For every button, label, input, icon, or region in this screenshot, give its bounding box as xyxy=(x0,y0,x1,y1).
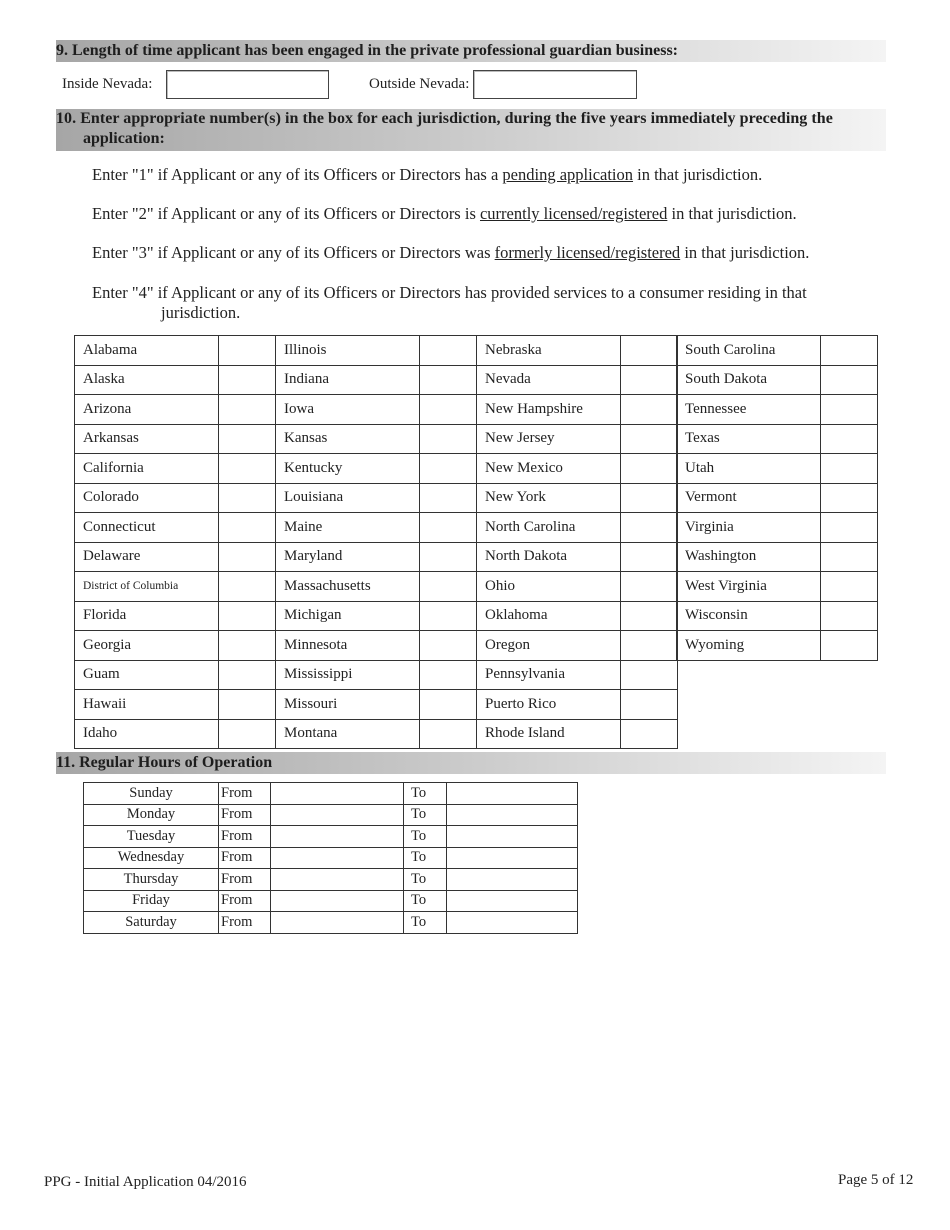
jurisdiction-entry-box[interactable] xyxy=(420,631,477,661)
jurisdiction-name: Vermont xyxy=(677,483,821,513)
jurisdiction-row xyxy=(677,454,878,484)
section-10-title-line2: application: xyxy=(83,130,165,147)
jurisdiction-entry-box[interactable] xyxy=(219,542,276,572)
section-10-title-line1: 10. Enter appropriate number(s) in the box for each jurisdiction, during the five years immediately preceding the xyxy=(56,110,833,127)
jurisdiction-entry-box[interactable] xyxy=(621,454,678,484)
jurisdiction-row xyxy=(276,365,477,395)
jurisdiction-row xyxy=(276,395,477,425)
jurisdiction-entry-box[interactable] xyxy=(420,572,477,602)
to-label: To xyxy=(404,783,447,805)
jurisdiction-entry-box[interactable] xyxy=(621,690,678,720)
jurisdiction-row xyxy=(75,690,276,720)
jurisdiction-row xyxy=(75,454,276,484)
to-label: To xyxy=(404,890,447,912)
jurisdiction-name: Illinois xyxy=(276,336,420,366)
jurisdiction-entry-box[interactable] xyxy=(821,572,878,602)
jurisdiction-name: Minnesota xyxy=(276,631,420,661)
jurisdiction-row xyxy=(276,572,477,602)
jurisdiction-row xyxy=(477,631,678,661)
jurisdiction-table-col4 xyxy=(676,335,878,661)
to-label: To xyxy=(404,826,447,848)
outside-nevada-input[interactable] xyxy=(473,70,637,99)
jurisdiction-entry-box[interactable] xyxy=(821,336,878,366)
to-label: To xyxy=(404,912,447,934)
jurisdiction-row xyxy=(75,424,276,454)
from-time-input[interactable] xyxy=(271,869,404,891)
to-time-input[interactable] xyxy=(447,783,578,805)
jurisdiction-row xyxy=(477,690,678,720)
jurisdiction-entry-box[interactable] xyxy=(420,454,477,484)
jurisdiction-name: Idaho xyxy=(75,719,219,749)
hours-row xyxy=(84,890,578,912)
jurisdiction-row xyxy=(677,395,878,425)
jurisdiction-name: Connecticut xyxy=(75,513,219,543)
jurisdiction-name: Delaware xyxy=(75,542,219,572)
jurisdiction-name: Nebraska xyxy=(477,336,621,366)
jurisdiction-table-col2 xyxy=(275,335,477,749)
jurisdiction-table-col3 xyxy=(476,335,678,749)
jurisdiction-name: District of Columbia xyxy=(75,572,219,602)
jurisdiction-name: Texas xyxy=(677,424,821,454)
jurisdiction-row xyxy=(75,542,276,572)
jurisdiction-name: Wisconsin xyxy=(677,601,821,631)
jurisdiction-row xyxy=(677,601,878,631)
jurisdiction-row xyxy=(75,572,276,602)
jurisdiction-row xyxy=(276,601,477,631)
jurisdiction-name: Rhode Island xyxy=(477,719,621,749)
jurisdiction-row xyxy=(276,483,477,513)
form-id-footer: PPG - Initial Application 04/2016 xyxy=(44,1174,247,1190)
jurisdiction-row xyxy=(276,542,477,572)
jurisdiction-entry-box[interactable] xyxy=(219,365,276,395)
jurisdiction-name: Utah xyxy=(677,454,821,484)
to-time-input[interactable] xyxy=(447,912,578,934)
to-time-input[interactable] xyxy=(447,804,578,826)
jurisdiction-name: North Carolina xyxy=(477,513,621,543)
jurisdiction-entry-box[interactable] xyxy=(219,690,276,720)
jurisdiction-row xyxy=(477,454,678,484)
jurisdiction-entry-box[interactable] xyxy=(219,483,276,513)
day-label: Wednesday xyxy=(84,847,219,869)
hours-of-operation-table xyxy=(83,782,578,934)
jurisdiction-row xyxy=(276,424,477,454)
jurisdiction-row xyxy=(677,572,878,602)
day-label: Thursday xyxy=(84,869,219,891)
jurisdiction-row xyxy=(276,631,477,661)
from-time-input[interactable] xyxy=(271,783,404,805)
jurisdiction-name: Washington xyxy=(677,542,821,572)
jurisdiction-entry-box[interactable] xyxy=(621,424,678,454)
jurisdiction-row xyxy=(276,690,477,720)
jurisdiction-row xyxy=(477,395,678,425)
jurisdiction-name: Guam xyxy=(75,660,219,690)
jurisdiction-name: Oregon xyxy=(477,631,621,661)
jurisdiction-row xyxy=(477,513,678,543)
from-label: From xyxy=(219,912,271,934)
jurisdiction-entry-box[interactable] xyxy=(621,513,678,543)
jurisdiction-entry-box[interactable] xyxy=(420,336,477,366)
jurisdiction-entry-box[interactable] xyxy=(821,601,878,631)
jurisdiction-name: Alabama xyxy=(75,336,219,366)
jurisdiction-row xyxy=(477,572,678,602)
inside-nevada-input[interactable] xyxy=(166,70,329,99)
formerly-licensed-term: formerly licensed/registered xyxy=(494,243,681,262)
jurisdiction-row xyxy=(477,365,678,395)
jurisdiction-entry-box[interactable] xyxy=(821,513,878,543)
jurisdiction-row xyxy=(276,660,477,690)
from-time-input[interactable] xyxy=(271,890,404,912)
jurisdiction-row xyxy=(677,336,878,366)
jurisdiction-name: Mississippi xyxy=(276,660,420,690)
to-time-input[interactable] xyxy=(447,847,578,869)
from-label: From xyxy=(219,804,271,826)
jurisdiction-entry-box[interactable] xyxy=(420,601,477,631)
jurisdiction-entry-box[interactable] xyxy=(420,424,477,454)
jurisdiction-name: Nevada xyxy=(477,365,621,395)
jurisdiction-name: Louisiana xyxy=(276,483,420,513)
jurisdiction-entry-box[interactable] xyxy=(621,660,678,690)
jurisdiction-name: South Carolina xyxy=(677,336,821,366)
section-11-title: 11. Regular Hours of Operation xyxy=(56,754,273,771)
jurisdiction-entry-box[interactable] xyxy=(420,660,477,690)
jurisdiction-entry-box[interactable] xyxy=(821,631,878,661)
jurisdiction-name: Ohio xyxy=(477,572,621,602)
day-label: Sunday xyxy=(84,783,219,805)
instruction-2: Enter "2" if Applicant or any of its Officers or Directors is currently licensed/registered in that jurisdiction. xyxy=(92,204,797,223)
jurisdiction-name: Indiana xyxy=(276,365,420,395)
jurisdiction-row xyxy=(477,336,678,366)
to-label: To xyxy=(404,804,447,826)
jurisdiction-name: Hawaii xyxy=(75,690,219,720)
instruction-3: Enter "3" if Applicant or any of its Officers or Directors was formerly licensed/registered in that jurisdiction. xyxy=(92,243,810,262)
jurisdiction-entry-box[interactable] xyxy=(821,454,878,484)
jurisdiction-entry-box[interactable] xyxy=(821,424,878,454)
jurisdiction-entry-box[interactable] xyxy=(420,513,477,543)
hours-row xyxy=(84,869,578,891)
jurisdiction-entry-box[interactable] xyxy=(420,542,477,572)
jurisdiction-entry-box[interactable] xyxy=(621,719,678,749)
hours-row xyxy=(84,847,578,869)
jurisdiction-entry-box[interactable] xyxy=(621,395,678,425)
section-9-header xyxy=(56,40,886,62)
jurisdiction-entry-box[interactable] xyxy=(219,572,276,602)
jurisdiction-entry-box[interactable] xyxy=(219,454,276,484)
jurisdiction-row xyxy=(276,454,477,484)
day-label: Saturday xyxy=(84,912,219,934)
jurisdiction-row xyxy=(477,424,678,454)
jurisdiction-row xyxy=(276,513,477,543)
jurisdiction-name: Oklahoma xyxy=(477,601,621,631)
section-11-header xyxy=(56,752,886,774)
jurisdiction-entry-box[interactable] xyxy=(219,424,276,454)
jurisdiction-entry-box[interactable] xyxy=(621,572,678,602)
from-label: From xyxy=(219,869,271,891)
jurisdiction-name: Kentucky xyxy=(276,454,420,484)
jurisdiction-row xyxy=(477,542,678,572)
jurisdiction-name: West Virginia xyxy=(677,572,821,602)
jurisdiction-row xyxy=(75,336,276,366)
jurisdiction-name: Colorado xyxy=(75,483,219,513)
jurisdiction-entry-box[interactable] xyxy=(219,719,276,749)
jurisdiction-entry-box[interactable] xyxy=(219,601,276,631)
jurisdiction-row xyxy=(75,395,276,425)
page-number: Page 5 of 12 xyxy=(838,1172,914,1188)
jurisdiction-entry-box[interactable] xyxy=(420,365,477,395)
jurisdiction-name: South Dakota xyxy=(677,365,821,395)
jurisdiction-entry-box[interactable] xyxy=(219,336,276,366)
jurisdiction-entry-box[interactable] xyxy=(420,395,477,425)
jurisdiction-name: Massachusetts xyxy=(276,572,420,602)
from-label: From xyxy=(219,783,271,805)
jurisdiction-entry-box[interactable] xyxy=(621,631,678,661)
hours-row xyxy=(84,783,578,805)
jurisdiction-entry-box[interactable] xyxy=(621,365,678,395)
jurisdiction-row xyxy=(477,483,678,513)
from-label: From xyxy=(219,890,271,912)
from-time-input[interactable] xyxy=(271,804,404,826)
day-label: Monday xyxy=(84,804,219,826)
jurisdiction-name: Virginia xyxy=(677,513,821,543)
jurisdiction-row xyxy=(677,424,878,454)
jurisdiction-entry-box[interactable] xyxy=(219,660,276,690)
hours-row xyxy=(84,826,578,848)
jurisdiction-name: Missouri xyxy=(276,690,420,720)
jurisdiction-name: New York xyxy=(477,483,621,513)
jurisdiction-name: Iowa xyxy=(276,395,420,425)
jurisdiction-name: New Hampshire xyxy=(477,395,621,425)
to-time-input[interactable] xyxy=(447,826,578,848)
jurisdiction-name: Puerto Rico xyxy=(477,690,621,720)
jurisdiction-name: Georgia xyxy=(75,631,219,661)
jurisdiction-row xyxy=(477,719,678,749)
from-time-input[interactable] xyxy=(271,826,404,848)
from-time-input[interactable] xyxy=(271,912,404,934)
jurisdiction-row xyxy=(276,336,477,366)
to-time-input[interactable] xyxy=(447,869,578,891)
jurisdiction-name: Arkansas xyxy=(75,424,219,454)
jurisdiction-name: Alaska xyxy=(75,365,219,395)
instruction-1: Enter "1" if Applicant or any of its Officers or Directors has a pending application in that jurisdiction. xyxy=(92,165,763,184)
jurisdiction-row xyxy=(677,483,878,513)
jurisdiction-name: Michigan xyxy=(276,601,420,631)
jurisdiction-entry-box[interactable] xyxy=(219,513,276,543)
to-label: To xyxy=(404,847,447,869)
jurisdiction-entry-box[interactable] xyxy=(420,690,477,720)
jurisdiction-entry-box[interactable] xyxy=(621,483,678,513)
jurisdiction-row xyxy=(477,601,678,631)
from-label: From xyxy=(219,847,271,869)
jurisdiction-name: Kansas xyxy=(276,424,420,454)
jurisdiction-row xyxy=(75,513,276,543)
section-9-title: 9. Length of time applicant has been engaged in the private professional guardian business: xyxy=(56,42,678,59)
jurisdiction-name: New Mexico xyxy=(477,454,621,484)
jurisdiction-row xyxy=(75,719,276,749)
jurisdiction-row xyxy=(677,542,878,572)
jurisdiction-entry-box[interactable] xyxy=(821,483,878,513)
jurisdiction-entry-box[interactable] xyxy=(219,631,276,661)
jurisdiction-row xyxy=(75,601,276,631)
jurisdiction-table-col1 xyxy=(74,335,276,749)
jurisdiction-row xyxy=(477,660,678,690)
jurisdiction-row xyxy=(75,365,276,395)
jurisdiction-name: Pennsylvania xyxy=(477,660,621,690)
jurisdiction-row xyxy=(276,719,477,749)
jurisdiction-name: New Jersey xyxy=(477,424,621,454)
jurisdiction-row xyxy=(75,483,276,513)
pending-application-term: pending application xyxy=(502,165,634,184)
jurisdiction-row xyxy=(75,631,276,661)
hours-row xyxy=(84,912,578,934)
jurisdiction-name: Florida xyxy=(75,601,219,631)
to-time-input[interactable] xyxy=(447,890,578,912)
currently-licensed-term: currently licensed/registered xyxy=(479,204,668,223)
inside-nevada-label: Inside Nevada: xyxy=(62,76,153,92)
jurisdiction-entry-box[interactable] xyxy=(420,719,477,749)
hours-row xyxy=(84,804,578,826)
day-label: Tuesday xyxy=(84,826,219,848)
jurisdiction-entry-box[interactable] xyxy=(821,395,878,425)
jurisdiction-name: California xyxy=(75,454,219,484)
jurisdiction-entry-box[interactable] xyxy=(821,542,878,572)
jurisdiction-name: North Dakota xyxy=(477,542,621,572)
outside-nevada-label: Outside Nevada: xyxy=(369,76,470,92)
jurisdiction-entry-box[interactable] xyxy=(821,365,878,395)
from-label: From xyxy=(219,826,271,848)
jurisdiction-row xyxy=(75,660,276,690)
jurisdiction-name: Montana xyxy=(276,719,420,749)
jurisdiction-name: Maine xyxy=(276,513,420,543)
jurisdiction-name: Arizona xyxy=(75,395,219,425)
jurisdiction-entry-box[interactable] xyxy=(621,601,678,631)
jurisdiction-name: Wyoming xyxy=(677,631,821,661)
jurisdiction-row xyxy=(677,631,878,661)
day-label: Friday xyxy=(84,890,219,912)
jurisdiction-name: Maryland xyxy=(276,542,420,572)
to-label: To xyxy=(404,869,447,891)
jurisdiction-entry-box[interactable] xyxy=(219,395,276,425)
jurisdiction-entry-box[interactable] xyxy=(621,336,678,366)
jurisdiction-entry-box[interactable] xyxy=(420,483,477,513)
instruction-4: Enter "4" if Applicant or any of its Officers or Directors has provided services to a consumer residing in that jurisdiction. xyxy=(92,283,807,322)
jurisdiction-name: Tennessee xyxy=(677,395,821,425)
jurisdiction-row xyxy=(677,365,878,395)
from-time-input[interactable] xyxy=(271,847,404,869)
jurisdiction-row xyxy=(677,513,878,543)
jurisdiction-entry-box[interactable] xyxy=(621,542,678,572)
section-10-header xyxy=(56,109,886,151)
